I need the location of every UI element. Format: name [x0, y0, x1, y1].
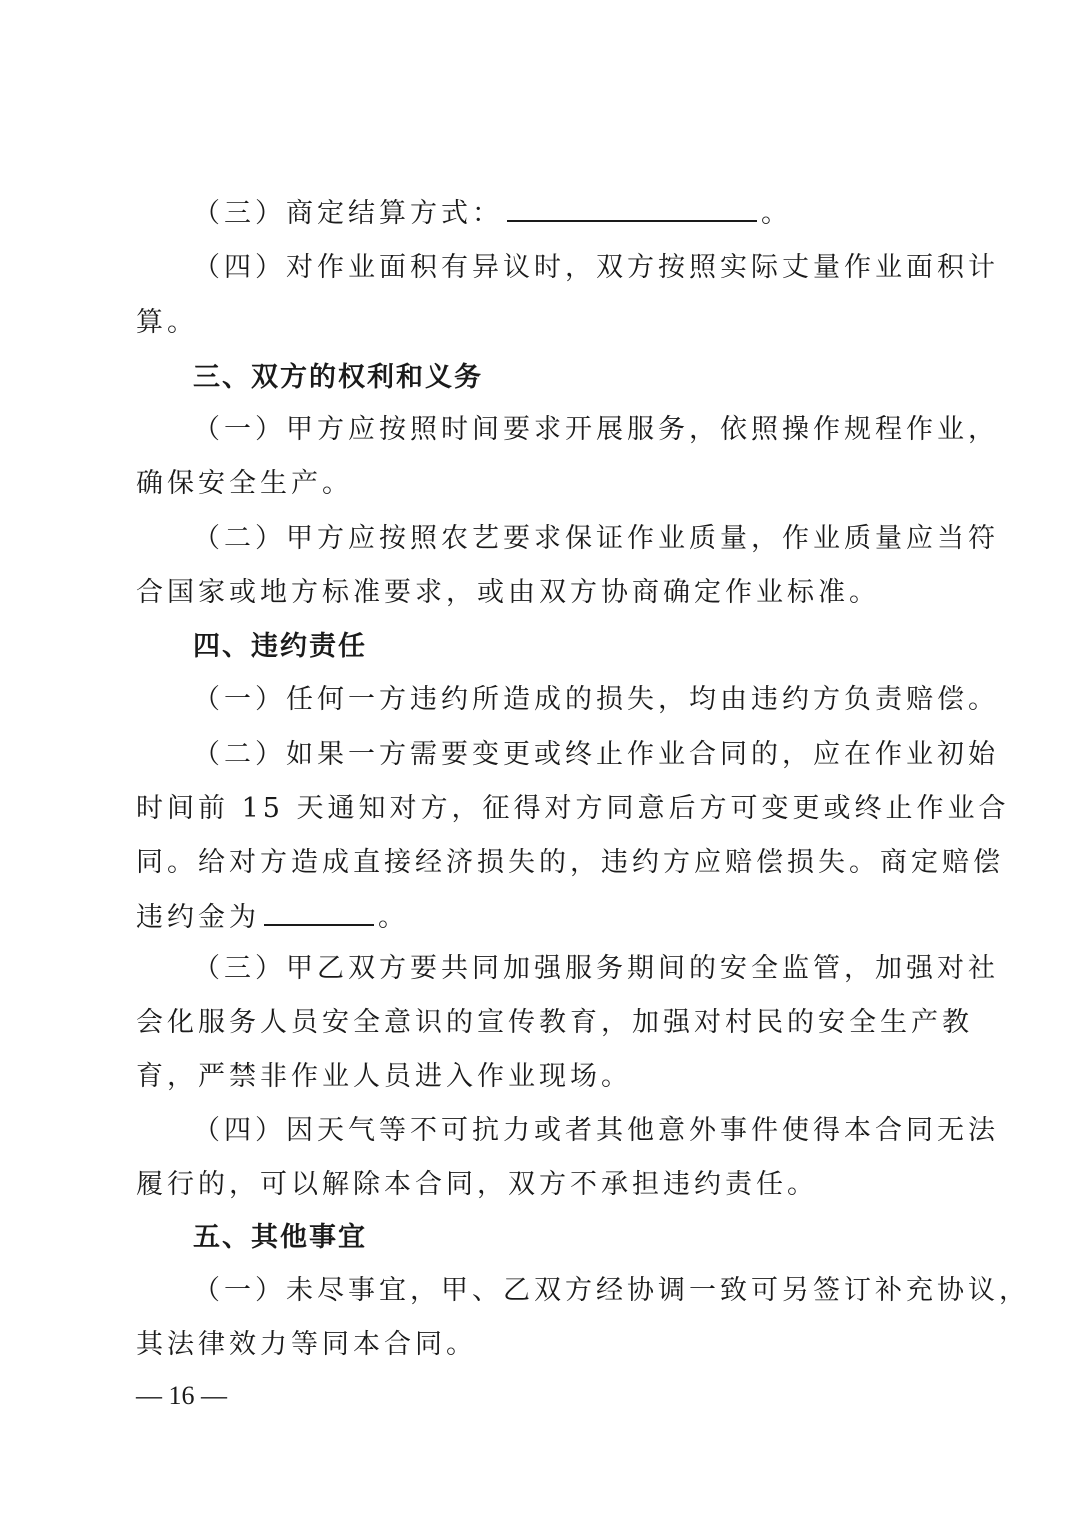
settlement-method-line [193, 193, 942, 233]
paragraph-line: （一）甲方应按照时间要求开展服务，依照操作规程作业， [193, 414, 999, 445]
paragraph-line: 确保安全生产。 [136, 468, 353, 499]
page-number: — 16 — [136, 1381, 227, 1410]
section-heading-breach: 四、违约责任 [193, 631, 367, 662]
paragraph-line: 同。给对方造成直接经济损失的，违约方应赔偿损失。商定赔偿 [136, 847, 1004, 878]
paragraph-line: （一）任何一方违约所造成的损失，均由违约方负责赔偿。 [193, 684, 999, 715]
settlement-method-blank [507, 193, 757, 222]
settlement-method-end: 。 [761, 198, 792, 229]
penalty-amount-end: 。 [378, 902, 409, 933]
paragraph-line: 时间前 15 天通知对方，征得对方同意后方可变更或终止作业合 [136, 793, 1010, 824]
penalty-amount-blank [264, 897, 374, 926]
paragraph-line: （三）甲乙双方要共同加强服务期间的安全监管，加强对社 [193, 953, 999, 984]
paragraph-line: （二）甲方应按照农艺要求保证作业质量，作业质量应当符 [193, 523, 999, 554]
paragraph-line: （四）因天气等不可抗力或者其他意外事件使得本合同无法 [193, 1115, 999, 1146]
paragraph-line: 育，严禁非作业人员进入作业现场。 [136, 1061, 632, 1092]
section-heading-rights: 三、双方的权利和义务 [193, 362, 483, 393]
penalty-amount-label: 违约金为 [136, 902, 260, 933]
paragraph-line: （二）如果一方需要变更或终止作业合同的，应在作业初始 [193, 739, 999, 770]
paragraph-line: （一）未尽事宜，甲、乙双方经协调一致可另签订补充协议， [193, 1275, 1030, 1306]
paragraph-line: 合国家或地方标准要求，或由双方协商确定作业标准。 [136, 577, 880, 608]
settlement-method-label: （三）商定结算方式： [193, 198, 503, 229]
paragraph-line: 算。 [136, 307, 198, 338]
paragraph-line: （四）对作业面积有异议时，双方按照实际丈量作业面积计 [193, 252, 999, 283]
penalty-amount-line [136, 897, 942, 937]
paragraph-line: 会化服务人员安全意识的宣传教育，加强对村民的安全生产教 [136, 1007, 973, 1038]
paragraph-line: 其法律效力等同本合同。 [136, 1329, 477, 1360]
paragraph-line: 履行的，可以解除本合同，双方不承担违约责任。 [136, 1169, 818, 1200]
section-heading-other: 五、其他事宜 [193, 1222, 367, 1253]
